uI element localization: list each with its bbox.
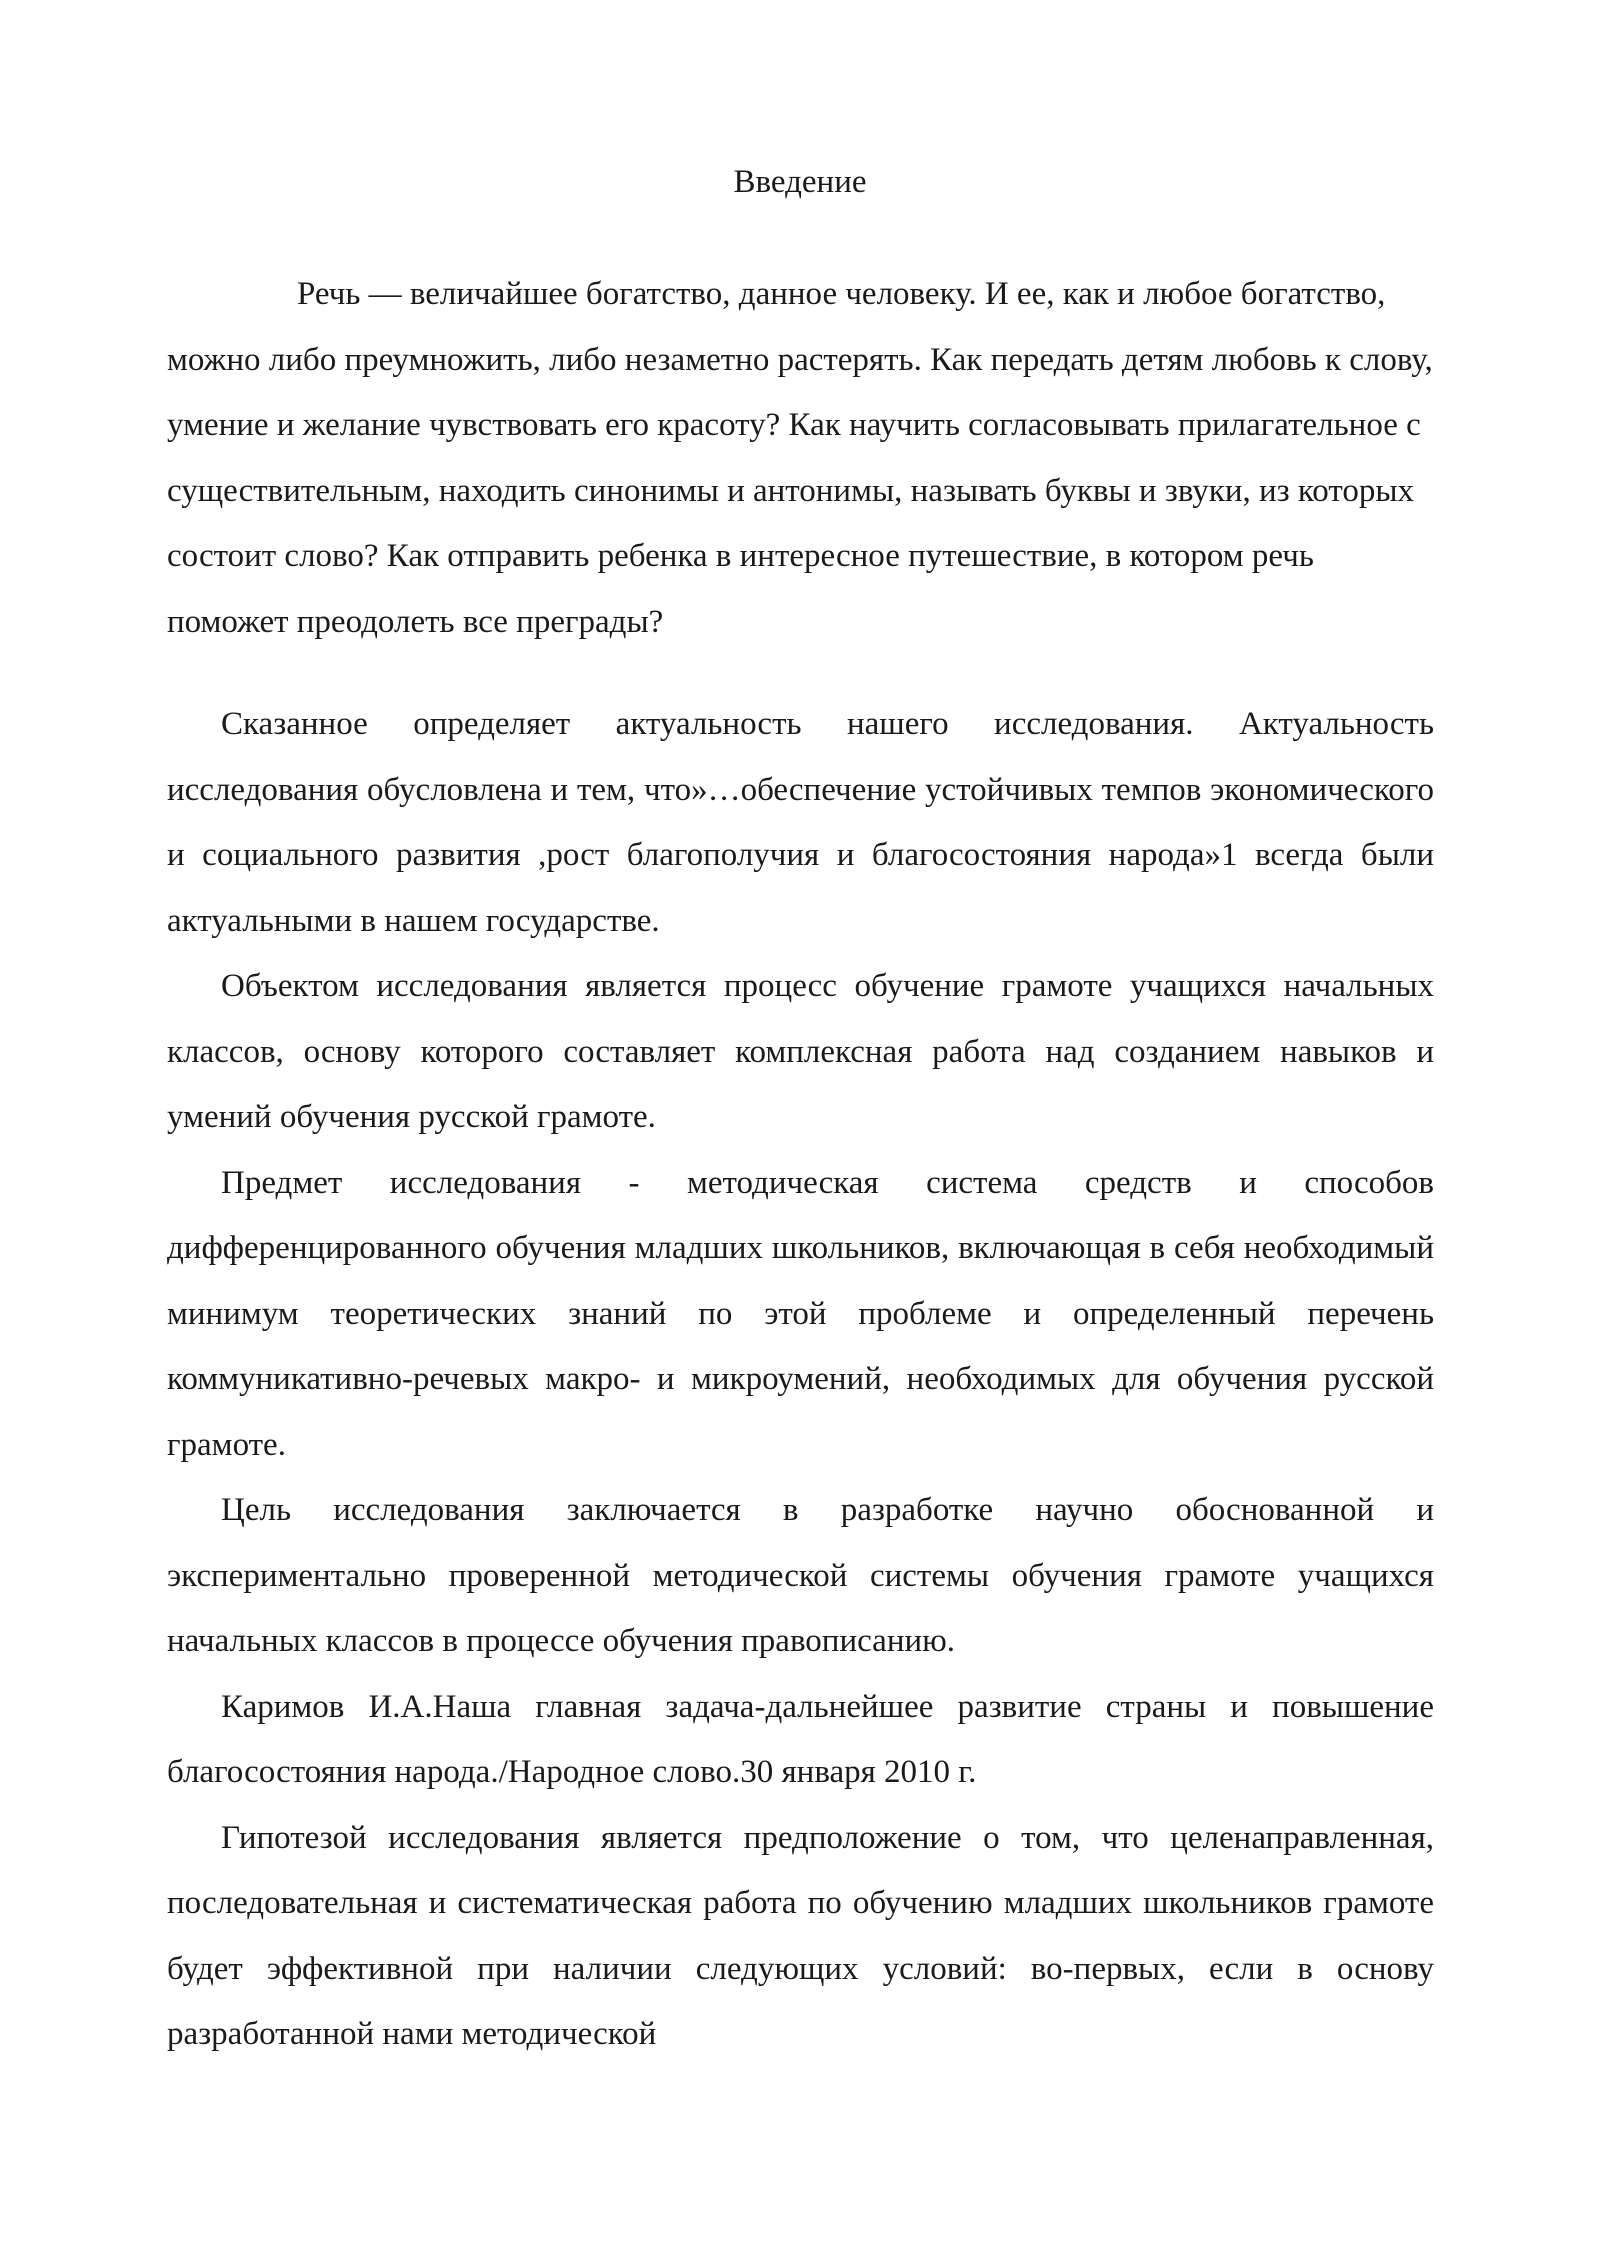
relevance-paragraph: Сказанное определяет актуальность нашего исследования. Актуальность исследования обусловлена и тем, что»…обеспечение устойчивых темпов экономического и социального развития ,рост благополучия и благосостояния народа»1 всегда были актуальными в нашем государстве. <box>167 706 1434 939</box>
reference-paragraph: Каримов И.А.Наша главная задача-дальнейшее развитие страны и повышение благосостояния народа./Народное слово.30 января 2010 г. <box>167 1688 1434 1790</box>
goal-paragraph: Цель исследования заключается в разработке научно обоснованной и экспериментально проверенной методической системы обучения грамоте учащихся начальных классов в процессе обучения правописанию. <box>167 1492 1434 1659</box>
intro-paragraph: Речь — величайшее богатство, данное человеку. И ее, как и любое богатство, можно либо преумножить, либо незаметно растерять. Как передать детям любовь к слову, умение и желание чувствовать его красоту? Как научить согласовывать прилагательное с существительным, находить синонимы и антонимы, называть буквы и звуки, из которых состоит слово? Как отправить ребенка в интересное путешествие, в котором речь поможет преодолеть все преграды? <box>167 276 1433 640</box>
subject-paragraph: Предмет исследования - методическая система средств и способов дифференцированного обучения младших школьников, включающая в себя необходимый минимум теоретических знаний по этой проблеме и определенный перечень коммуникативно-речевых макро- и микроумений, необходимых для обучения русской грамоте. <box>167 1164 1434 1463</box>
page-title: Введение <box>733 164 867 200</box>
object-paragraph: Объектом исследования является процесс обучение грамоте учащихся начальных классов, основу которого составляет комплексная работа над созданием навыков и умений обучения русской грамоте. <box>167 968 1434 1135</box>
document-body <box>167 262 1434 2068</box>
hypothesis-paragraph: Гипотезой исследования является предположение о том, что целенаправленная, последовательная и систематическая работа по обучению младших школьников грамоте будет эффективной при наличии следующих условий: во-первых, если в основу разработанной нами методической <box>167 1819 1434 2052</box>
